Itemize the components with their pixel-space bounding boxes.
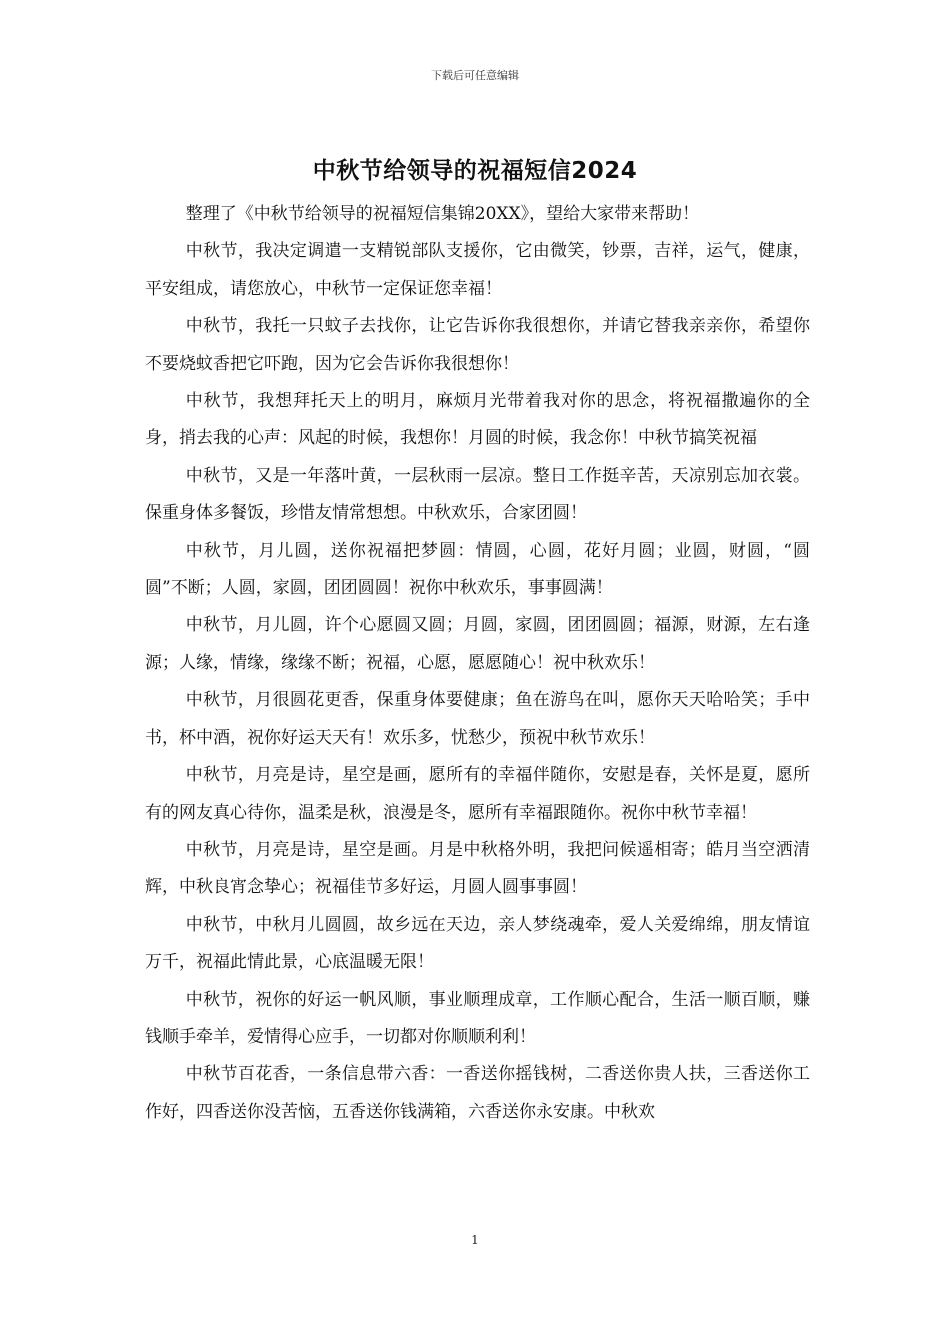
paragraph: 中秋节，我决定调遣一支精锐部队支援你，它由微笑，钞票，吉祥，运气，健康，平安组成，请您放心，中秋节一定保证您幸福！ [145, 241, 810, 299]
paragraph: 中秋节百花香，一条信息带六香：一香送你摇钱树，二香送你贵人扶，三香送你工作好，四香送你没苦恼，五香送你钱满箱，六香送你永安康。中秋欢 [145, 1064, 810, 1122]
page-number: 1 [471, 1233, 479, 1247]
paragraph: 中秋节，我托一只蚊子去找你，让它告诉你我很想你，并请它替我亲亲你，希望你不要烧蚊香把它吓跑，因为它会告诉你我很想你！ [145, 316, 810, 374]
paragraph: 中秋节，月很圆花更香，保重身体要健康；鱼在游鸟在叫，愿你天天哈哈笑；手中书，杯中酒，祝你好运天天有！欢乐多，忧愁少，预祝中秋节欢乐！ [145, 690, 810, 748]
paragraph: 中秋节，月亮是诗，星空是画。月是中秋格外明，我把问候遥相寄；皓月当空洒清辉，中秋良宵念挚心；祝福佳节多好运，月圆人圆事事圆！ [145, 839, 810, 898]
paragraph: 中秋节，中秋月儿圆圆，故乡远在天边，亲人梦绕魂牵，爱人关爱绵绵，朋友情谊万千，祝福此情此景，心底温暖无限！ [145, 914, 810, 973]
page-title: 中秋节给领导的祝福短信2024 [312, 158, 638, 184]
paragraph: 中秋节，月儿圆，送你祝福把梦圆：情圆，心圆，花好月圆；业圆，财圆，“圆圆”不断；人圆，家圆，团团圆圆！祝你中秋欢乐，事事圆满！ [145, 540, 810, 599]
paragraph: 中秋节，我想拜托天上的明月，麻烦月光带着我对你的思念，将祝福撒遍你的全身，捎去我的心声：风起的时候，我想你！月圆的时候，我念你！中秋节搞笑祝福 [145, 391, 810, 449]
paragraph: 中秋节，又是一年落叶黄，一层秋雨一层凉。整日工作挺辛苦，天凉别忘加衣裳。保重身体多餐饭，珍惜友情常想想。中秋欢乐，合家团圆！ [145, 465, 810, 524]
paragraph: 中秋节，月亮是诗，星空是画，愿所有的幸福伴随你，安慰是春，关怀是夏，愿所有的网友真心待你，温柔是秋，浪漫是冬，愿所有幸福跟随你。祝你中秋节幸福！ [145, 765, 810, 823]
header-note: 下载后可任意编辑 [431, 69, 519, 82]
document-body [145, 196, 810, 1131]
paragraph-intro: 整理了《中秋节给领导的祝福短信集锦20XX》，望给大家带来帮助！ [185, 204, 700, 224]
paragraph: 中秋节，月儿圆，许个心愿圆又圆；月圆，家圆，团团圆圆；福源，财源，左右逢源；人缘，情缘，缘缘不断；祝福，心愿，愿愿随心！祝中秋欢乐！ [145, 615, 810, 673]
paragraph: 中秋节，祝你的好运一帆风顺，事业顺理成章，工作顺心配合，生活一顺百顺，赚钱顺手牵羊，爱情得心应手，一切都对你顺顺利利！ [145, 989, 810, 1047]
